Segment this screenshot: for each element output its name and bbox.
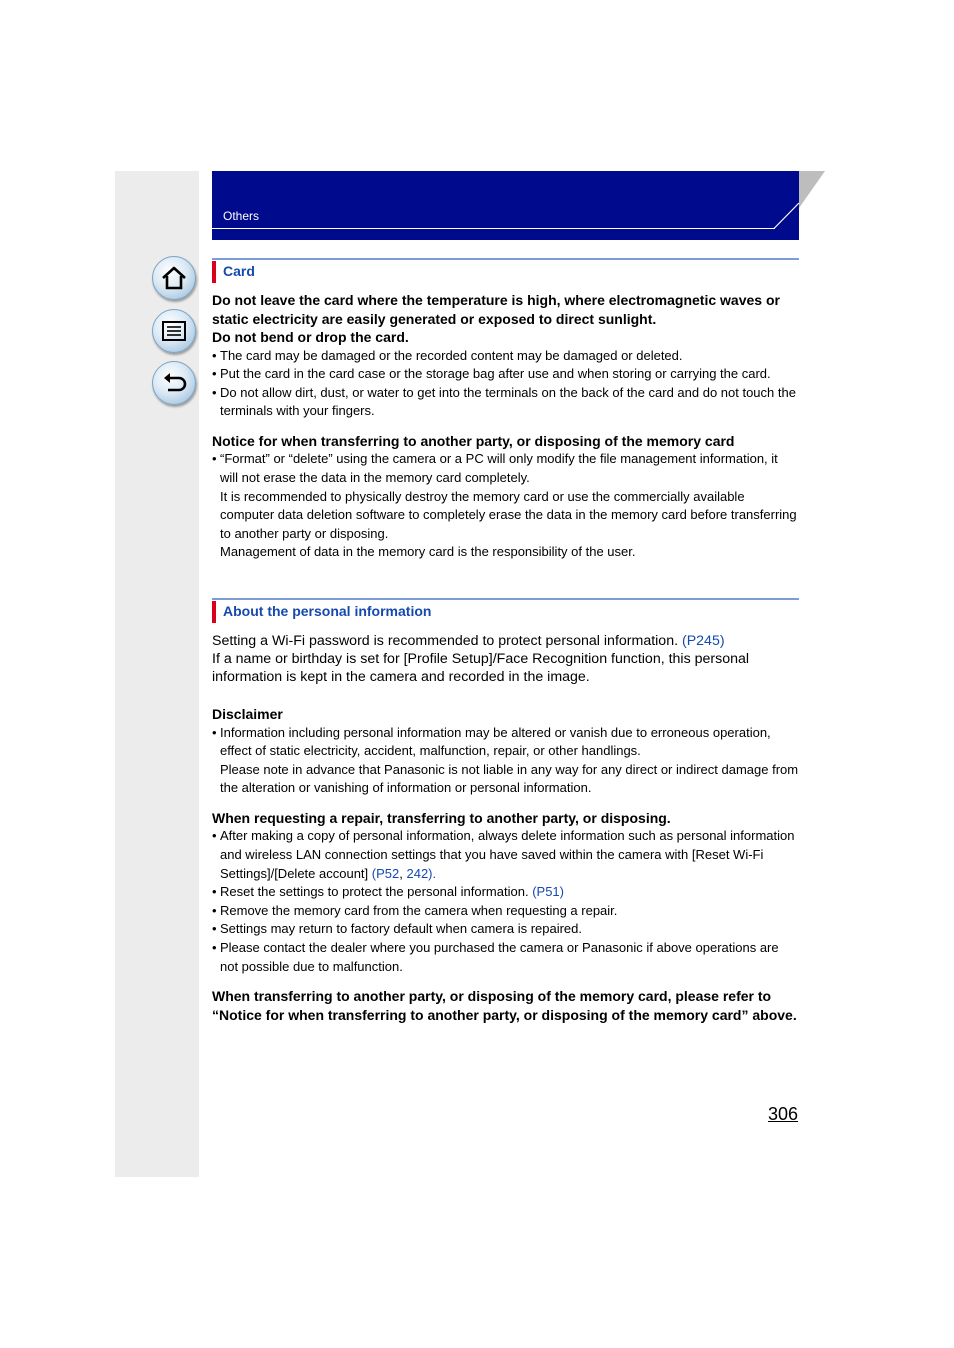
list-item xyxy=(212,724,799,798)
period: . xyxy=(432,865,437,881)
separator: , xyxy=(399,865,407,881)
disclaimer-heading: Disclaimer xyxy=(212,706,283,722)
disclaimer-list xyxy=(212,724,799,798)
back-arrow-icon xyxy=(160,369,188,397)
back-button[interactable] xyxy=(152,361,196,405)
repair-text: After making a copy of personal information, always delete information such as personal information and wireless LAN connection settings that you have saved within the camera with [Reset Wi-Fi Settings]/[Delete account] xyxy=(220,828,795,881)
repair-heading: When requesting a repair, transferring to another party, or disposing. xyxy=(212,809,671,826)
section-accent-bar xyxy=(212,261,216,283)
list-item xyxy=(212,827,799,883)
notice-list xyxy=(212,450,799,562)
page-link[interactable]: (P51) xyxy=(532,884,564,900)
card-warning-bend: Do not bend or drop the card. xyxy=(212,329,409,345)
intro-text: Setting a Wi-Fi password is recommended to protect personal information. xyxy=(212,633,679,649)
notice-paragraph: Management of data in the memory card is the responsibility of the user. xyxy=(220,544,636,560)
page-link[interactable]: (P245) xyxy=(681,633,725,649)
card-content xyxy=(212,291,799,562)
chapter-label: Others xyxy=(223,209,260,223)
home-icon xyxy=(160,264,188,292)
section-rule xyxy=(212,598,799,600)
list-item: • Settings may return to factory default when camera is repaired. xyxy=(212,920,799,939)
menu-button[interactable] xyxy=(152,309,196,353)
section-heading-personal xyxy=(212,598,799,624)
home-button[interactable] xyxy=(152,256,196,300)
intro-paragraph xyxy=(212,632,799,650)
personal-content xyxy=(212,632,799,1024)
list-item: • Do not allow dirt, dust, or water to get into the terminals on the back of the card and do not touch the terminals with your fingers. xyxy=(212,384,799,421)
list-item xyxy=(212,883,799,902)
list-item xyxy=(212,450,799,562)
list-item: • Remove the memory card from the camera when requesting a repair. xyxy=(212,902,799,921)
card-warning: Do not leave the card where the temperature is high, where electromagnetic waves or static electricity are easily generated or exposed to direct sunlight. xyxy=(212,292,780,327)
header-rule xyxy=(212,228,775,229)
page-number: 306 xyxy=(768,1104,799,1124)
notice-bullet-text: “Format” or “delete” using the camera or a PC will only modify the file management information, it will not erase the data in the memory card completely. xyxy=(220,451,778,485)
disclaimer-text: Information including personal information may be altered or vanish due to erroneous operation, effect of static electricity, accident, malfunction, repair, or other handlings. xyxy=(220,724,771,759)
menu-list-icon xyxy=(160,317,188,345)
header-corner-decoration xyxy=(773,171,825,229)
list-item: • Put the card in the card case or the storage bag after use and when storing or carrying the card. xyxy=(212,365,799,384)
page-link[interactable]: (P52 xyxy=(371,865,400,881)
repair-list xyxy=(212,827,799,976)
list-item: • The card may be damaged or the recorded content may be damaged or deleted. xyxy=(212,347,799,366)
disclaimer-paragraph: Please note in advance that Panasonic is not liable in any way for any direct or indirect damage from the alteration or vanishing of information or personal information. xyxy=(220,761,799,796)
chapter-header xyxy=(212,171,799,240)
closing-note: When transferring to another party, or disposing of the memory card, please refer to “Notice for when transferring to another party, or disposing of the memory card” above. xyxy=(212,988,797,1023)
intro-paragraph: If a name or birthday is set for [Profile Setup]/Face Recognition function, this personal information is kept in the camera and recorded in the image. xyxy=(212,651,750,685)
page-link[interactable]: 242) xyxy=(406,865,433,881)
section-heading-card xyxy=(212,258,799,284)
notice-heading: Notice for when transferring to another party, or disposing of the memory card xyxy=(212,432,735,449)
section-title: About the personal information xyxy=(223,603,432,619)
section-rule xyxy=(212,258,799,260)
card-bullet-list xyxy=(212,347,799,421)
repair-text: Reset the settings to protect the personal information. xyxy=(220,884,529,900)
section-title: Card xyxy=(223,263,255,279)
notice-paragraph: It is recommended to physically destroy the memory card or use the commercially available computer data deletion software to completely erase the data in the memory card before transferring to another party or disposing. xyxy=(220,488,797,541)
section-accent-bar xyxy=(212,601,216,623)
list-item: • Please contact the dealer where you purchased the camera or Panasonic if above operations are not possible due to malfunction. xyxy=(212,939,799,976)
